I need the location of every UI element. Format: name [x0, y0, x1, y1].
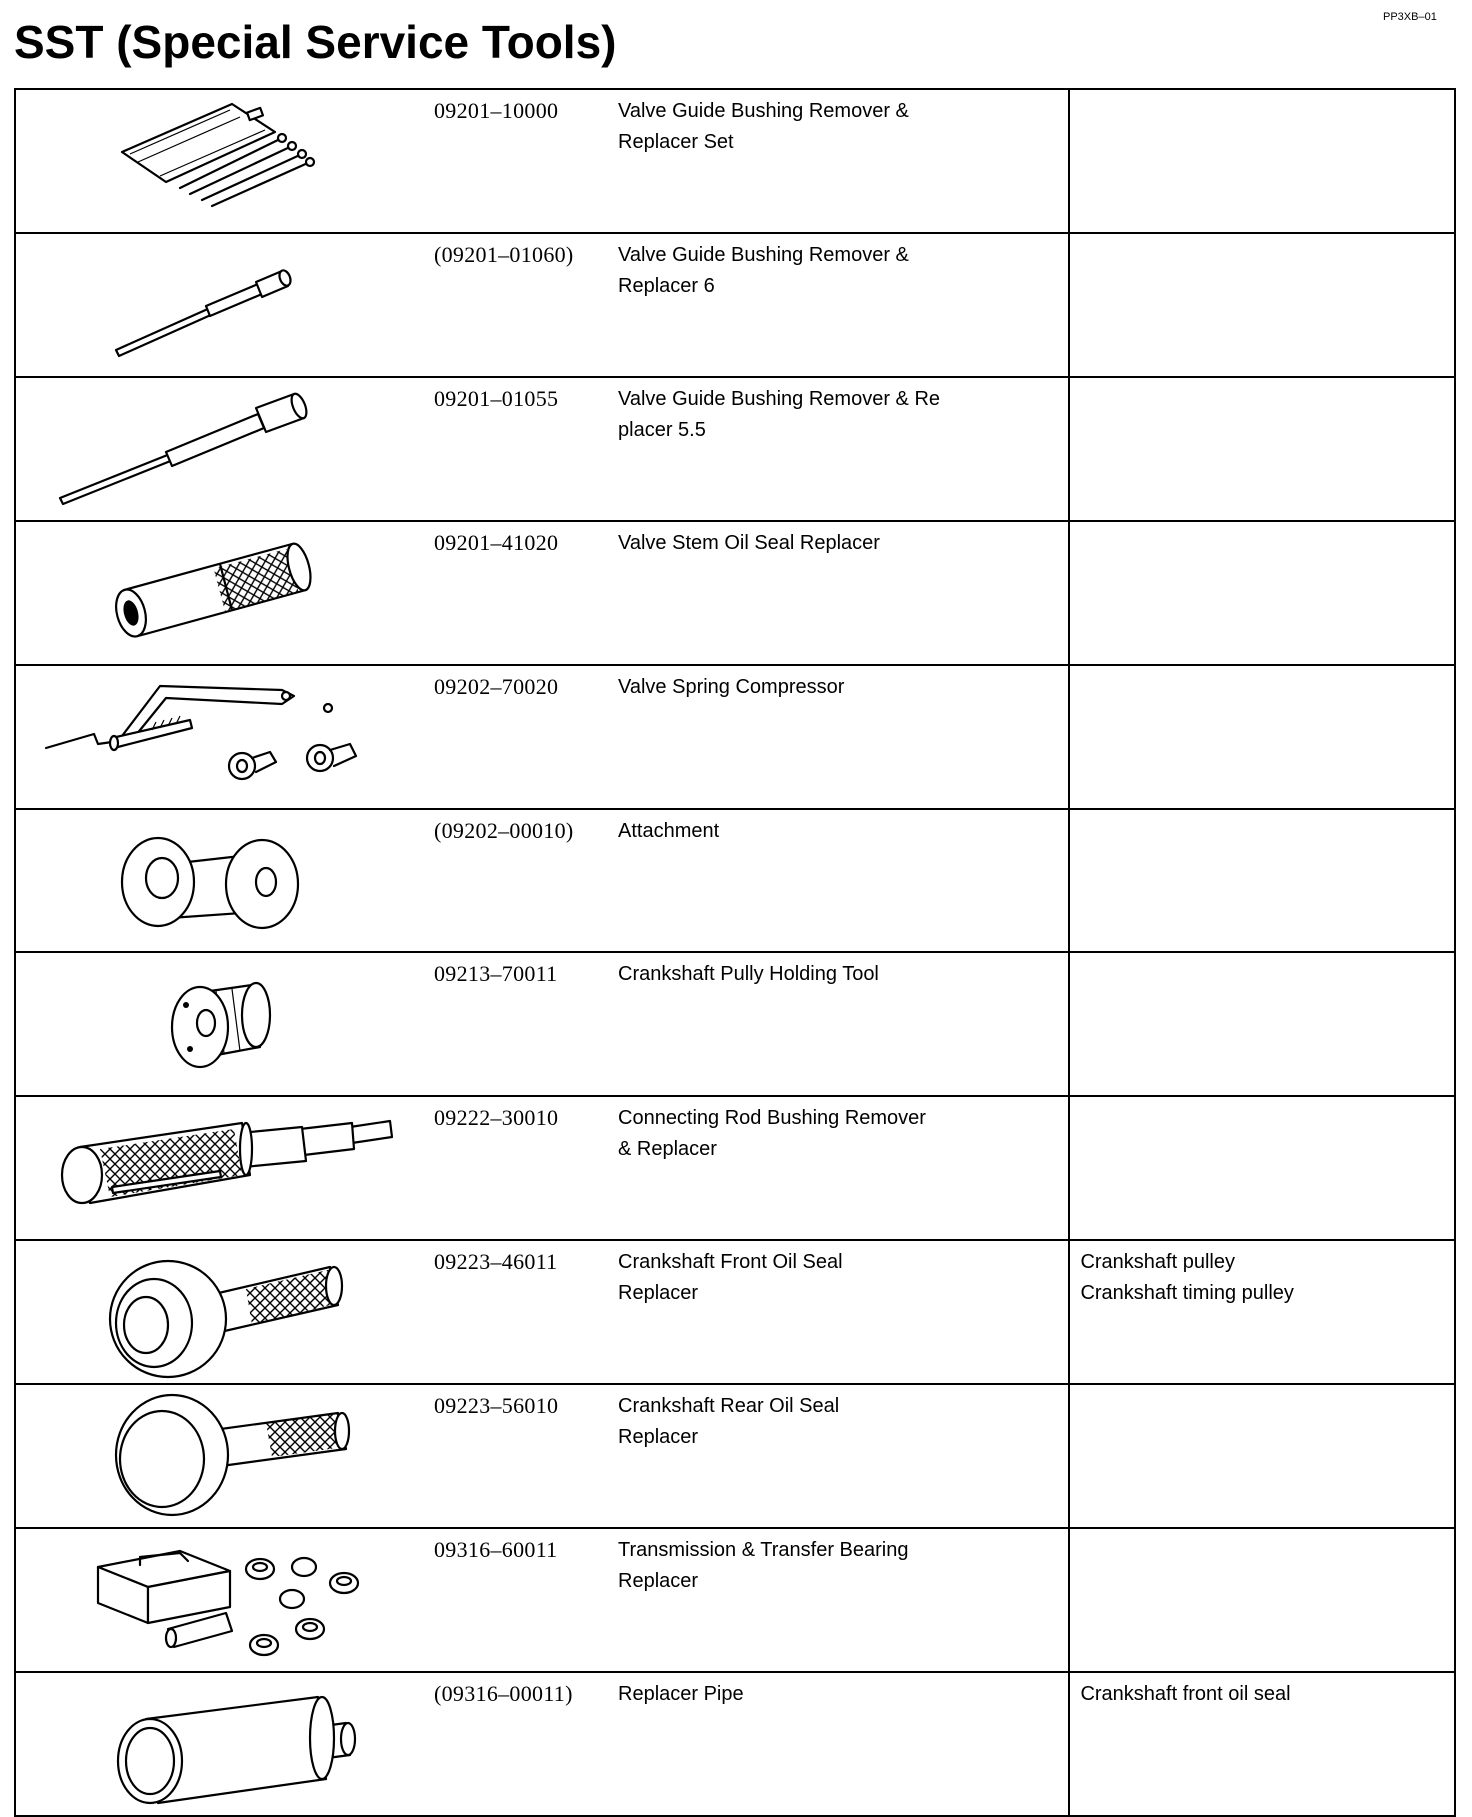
- part-number: 09201–10000: [434, 98, 559, 123]
- table-row: [15, 1096, 1455, 1240]
- conrod-bushing-tool-icon: [20, 1099, 400, 1239]
- part-number: 09201–41020: [434, 529, 559, 555]
- page-title: SST (Special Service Tools): [14, 16, 617, 68]
- table-row: [15, 1240, 1455, 1384]
- tool-name: Valve Spring Compressor: [618, 675, 845, 698]
- tool-note: [1070, 953, 1454, 959]
- tool-name: Attachment: [618, 819, 720, 842]
- replacer-pipe-icon: [20, 1675, 400, 1815]
- part-number: 09201–01055: [434, 385, 559, 411]
- part-number: 09222–30010: [434, 1105, 559, 1131]
- table-row: [15, 809, 1455, 953]
- tool-note: [1070, 666, 1454, 672]
- tool-name: Valve Guide Bushing Remover & Replacer Set: [618, 100, 909, 153]
- rear-oil-seal-replacer-icon: [20, 1387, 400, 1527]
- tool-name: Replacer Pipe: [618, 1682, 744, 1705]
- table-row: [15, 1384, 1455, 1528]
- part-number: 09223–56010: [434, 1393, 559, 1419]
- tool-name: Valve Guide Bushing Remover & Re placer 5.5: [618, 387, 941, 441]
- tool-name: Crankshaft Front Oil Seal Replacer: [618, 1251, 843, 1305]
- part-number: 09213–70011: [434, 961, 558, 987]
- pulley-holding-tool-icon: [20, 955, 400, 1095]
- part-number: (09201–01060): [434, 241, 574, 267]
- part-number: 09202–70020: [434, 673, 559, 699]
- tool-note: Crankshaft front oil seal: [1080, 1682, 1291, 1705]
- tool-name: Connecting Rod Bushing Remover & Replacer: [618, 1107, 926, 1161]
- tool-note: Crankshaft pulley Crankshaft timing pulley: [1080, 1251, 1294, 1305]
- table-row: [15, 1672, 1455, 1816]
- tool-note: [1070, 1529, 1454, 1535]
- attachment-icon: [20, 812, 400, 952]
- oil-seal-replacer-icon: [20, 524, 400, 664]
- bushing-remover-6-icon: [20, 236, 400, 376]
- tool-note: [1070, 522, 1454, 528]
- table-row: [15, 521, 1455, 665]
- bearing-replacer-set-icon: [20, 1531, 400, 1671]
- part-number: 09223–46011: [434, 1249, 558, 1275]
- document-code: PP3XB–01: [1383, 11, 1437, 23]
- bushing-remover-5-5-icon: [20, 380, 400, 520]
- spring-compressor-icon: [20, 668, 400, 808]
- valve-guide-set-icon: [20, 92, 400, 232]
- table-row: [15, 665, 1455, 809]
- table-row: [15, 377, 1455, 521]
- tool-name: Crankshaft Rear Oil Seal Replacer: [618, 1395, 840, 1449]
- tool-note: [1070, 234, 1454, 240]
- tool-name: Transmission & Transfer Bearing Replacer: [618, 1539, 909, 1593]
- tool-note: [1070, 1097, 1454, 1103]
- tool-note: [1070, 1385, 1454, 1391]
- front-oil-seal-replacer-icon: [20, 1243, 400, 1383]
- table-row: [15, 1528, 1455, 1672]
- table-row: [15, 89, 1455, 233]
- part-number: 09316–60011: [434, 1537, 558, 1563]
- tool-note: [1070, 810, 1454, 816]
- table-row: [15, 952, 1455, 1096]
- tool-note: [1070, 378, 1454, 384]
- tool-name: Valve Stem Oil Seal Replacer: [618, 531, 880, 554]
- sst-table: [14, 88, 1456, 1817]
- tool-note: [1070, 90, 1454, 96]
- tool-name: Crankshaft Pully Holding Tool: [618, 963, 879, 986]
- table-row: [15, 233, 1455, 377]
- part-number: (09202–00010): [434, 817, 574, 843]
- part-number: (09316–00011): [434, 1680, 573, 1706]
- tool-name: Valve Guide Bushing Remover & Replacer 6: [618, 243, 909, 297]
